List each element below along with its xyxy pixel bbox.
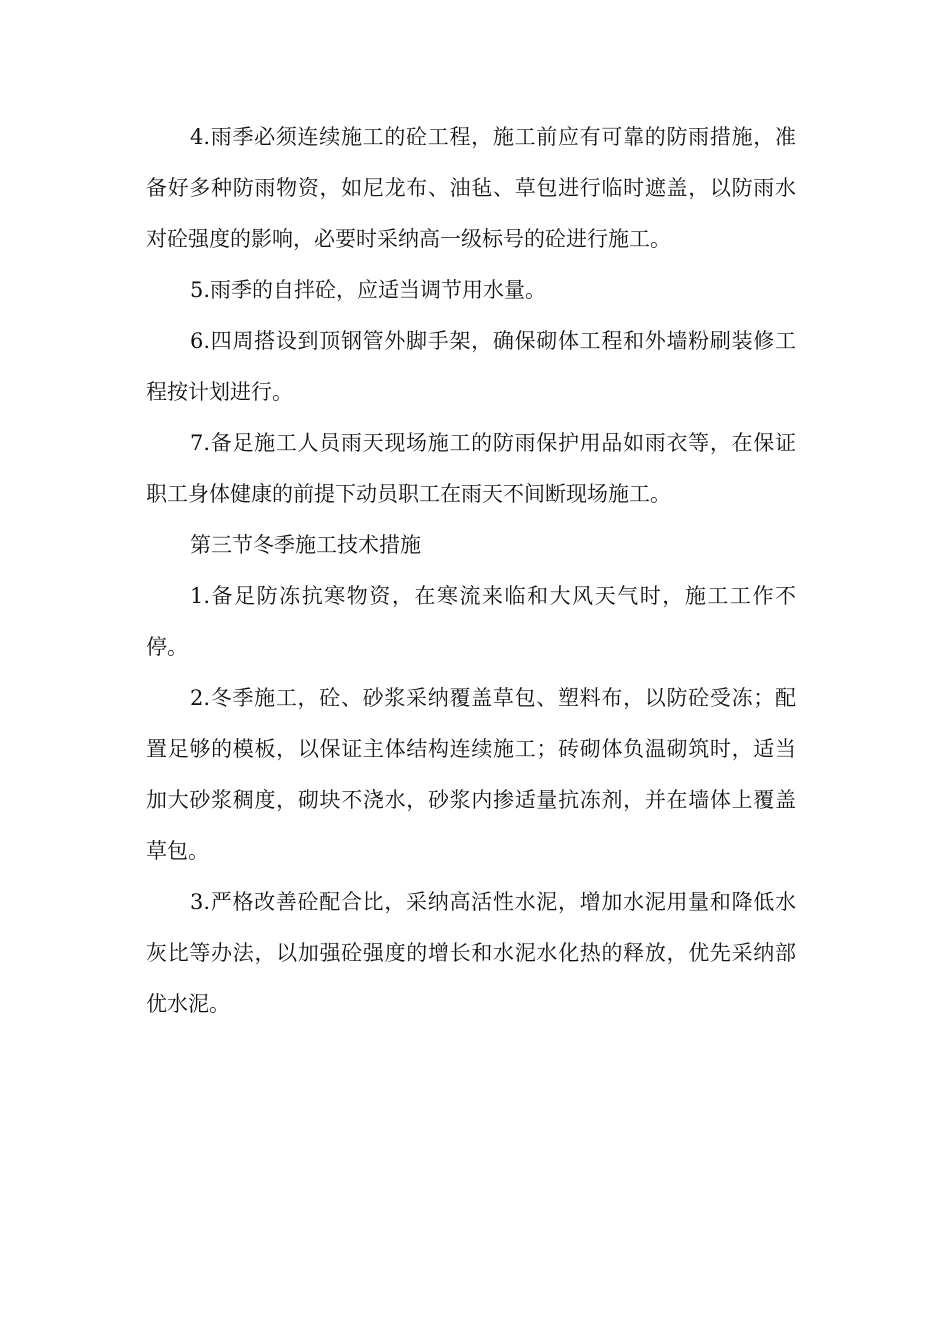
document-body [146, 112, 796, 1030]
paragraph-rain-4: 4.雨季必须连续施工的砼工程，施工前应有可靠的防雨措施，准备好多种防雨物资，如尼龙布、油毡、草包进行临时遮盖，以防雨水对砼强度的影响，必要时采纳高一级标号的砼进行施工。 [146, 125, 796, 251]
paragraph-rain-5: 5.雨季的自拌砼，应适当调节用水量。 [190, 278, 547, 302]
paragraph-rain-7: 7.备足施工人员雨天现场施工的防雨保护用品如雨衣等，在保证职工身体健康的前提下动员职工在雨天不间断现场施工。 [146, 431, 796, 506]
paragraph-winter-1: 1.备足防冻抗寒物资，在寒流来临和大风天气时，施工工作不停。 [146, 584, 796, 659]
paragraph-rain-6: 6.四周搭设到顶钢管外脚手架，确保砌体工程和外墙粉刷装修工程按计划进行。 [146, 329, 796, 404]
paragraph-winter-3: 3.严格改善砼配合比，采纳高活性水泥，增加水泥用量和降低水灰比等办法，以加强砼强度的增长和水泥水化热的释放，优先采纳部优水泥。 [146, 890, 796, 1016]
section-heading: 第三节冬季施工技术措施 [190, 533, 421, 557]
paragraph-winter-2: 2.冬季施工，砼、砂浆采纳覆盖草包、塑料布，以防砼受冻；配置足够的模板，以保证主体结构连续施工；砖砌体负温砌筑时，适当加大砂浆稠度，砌块不浇水，砂浆内掺适量抗冻剂，并在墙体上覆盖草包。 [146, 686, 796, 863]
